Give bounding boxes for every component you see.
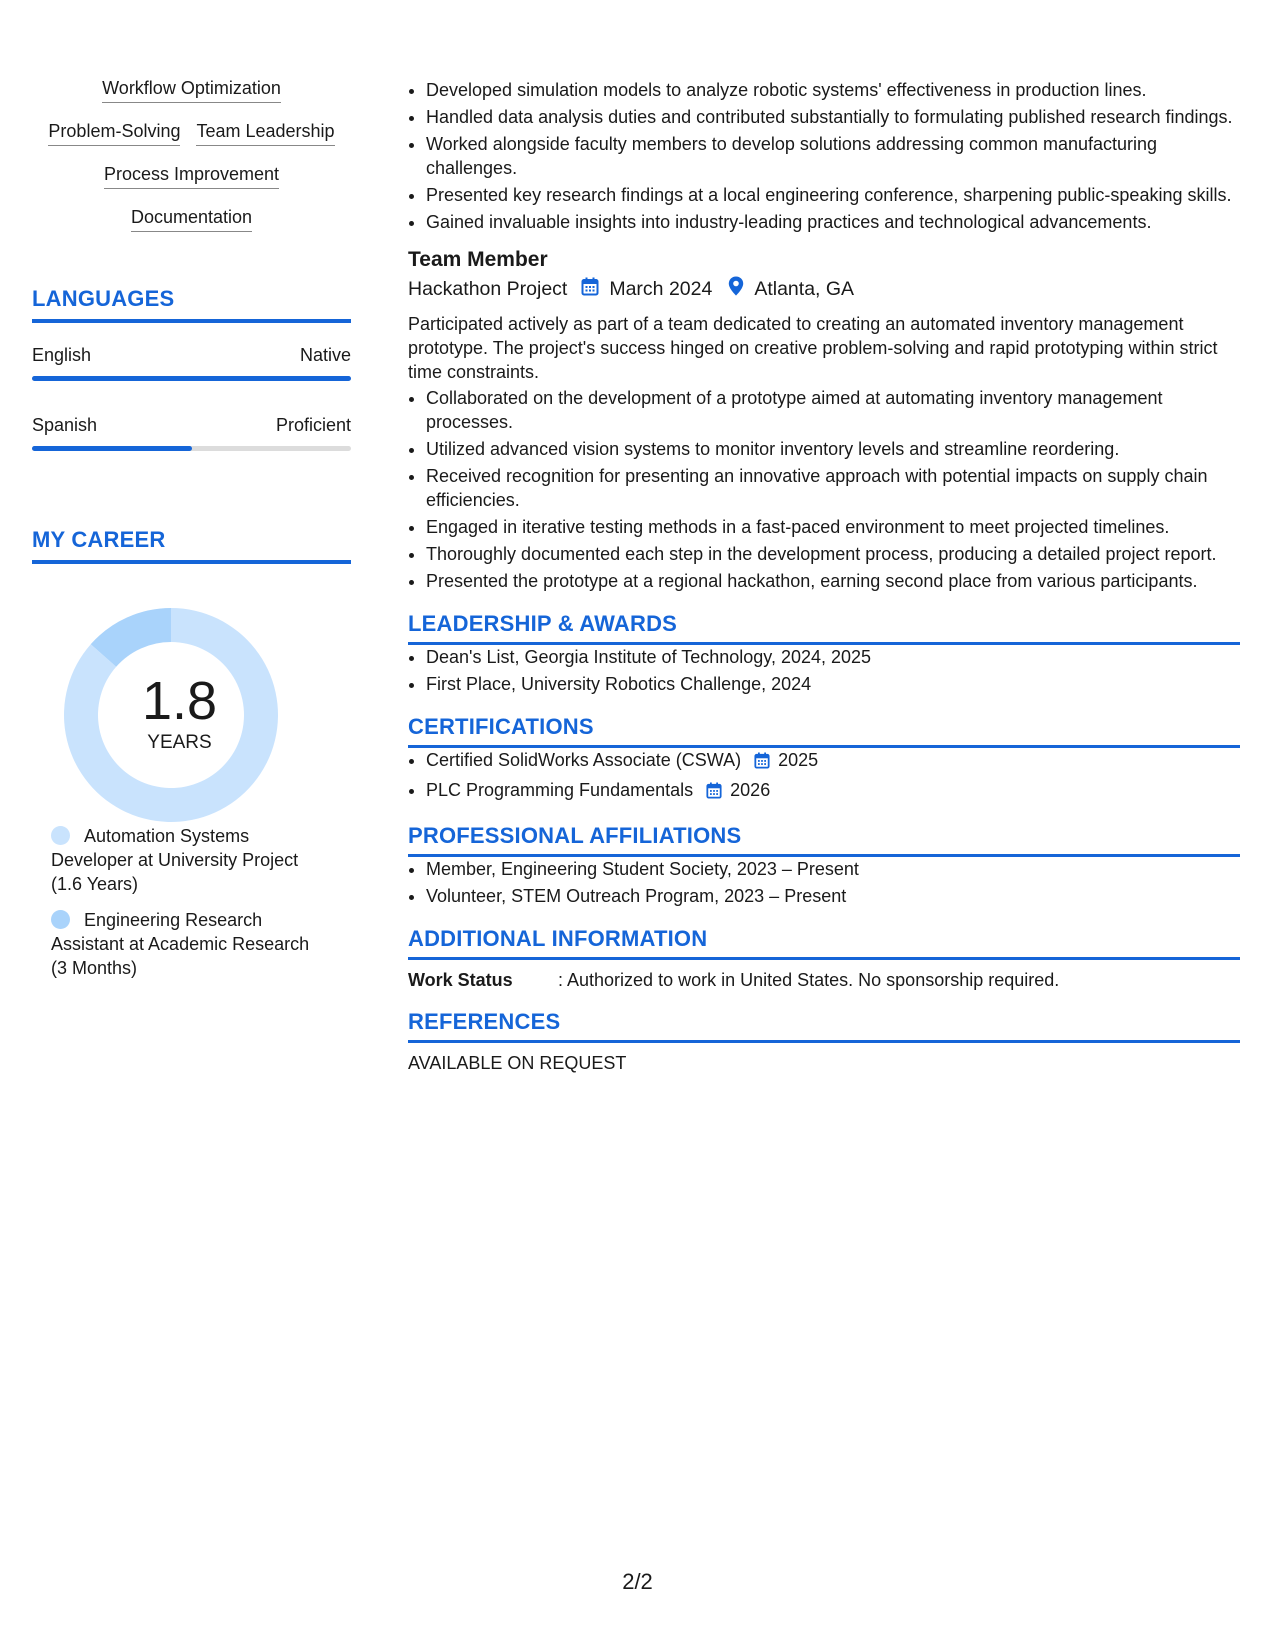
language-bar-fill bbox=[32, 376, 351, 381]
language-name: English bbox=[32, 345, 92, 365]
research-bullets bbox=[408, 78, 1240, 234]
career-legend-item bbox=[51, 908, 341, 980]
legend-label: Engineering Research bbox=[84, 910, 263, 930]
list-item: • Utilized advanced vision systems to monitor inventory levels and streamline reordering. bbox=[426, 437, 1240, 461]
cert-name: PLC Programming Fundamentals bbox=[426, 780, 694, 800]
job-location: Atlanta, GA bbox=[754, 277, 855, 300]
leadership-heading: LEADERSHIP & AWARDS bbox=[408, 611, 1240, 645]
work-status-label: Work Status bbox=[408, 970, 513, 990]
skill-tag: Workflow Optimization bbox=[102, 78, 281, 103]
affiliations-section bbox=[408, 823, 1240, 908]
job-meta bbox=[408, 276, 1240, 302]
legend-duration: (3 Months) bbox=[51, 958, 138, 978]
job-bullets bbox=[408, 386, 1240, 593]
legend-label: Assistant at Academic Research bbox=[51, 934, 310, 954]
calendar-icon bbox=[581, 277, 599, 302]
language-bar bbox=[32, 376, 351, 381]
legend-duration: (1.6 Years) bbox=[51, 874, 139, 894]
calendar-icon bbox=[706, 781, 722, 805]
cert-year: 2026 bbox=[730, 780, 771, 800]
list-item bbox=[426, 778, 1240, 805]
list-item: • Gained invaluable insights into industry-leading practices and technological advancements. bbox=[426, 210, 1240, 234]
career-legend bbox=[51, 824, 341, 980]
references-text: AVAILABLE ON REQUEST bbox=[408, 1053, 627, 1073]
language-level: Native bbox=[299, 345, 351, 365]
skill-tag: Documentation bbox=[131, 207, 252, 232]
career-heading: MY CAREER bbox=[32, 527, 351, 564]
affiliations-heading: PROFESSIONAL AFFILIATIONS bbox=[408, 823, 1240, 857]
skill-tag: Problem-Solving bbox=[48, 121, 180, 146]
list-item: • Presented key research findings at a local engineering conference, sharpening public-speaking skills. bbox=[426, 183, 1240, 207]
legend-label: Developer at University Project bbox=[51, 850, 299, 870]
legend-label: Automation Systems bbox=[84, 826, 250, 846]
calendar-icon bbox=[754, 751, 770, 775]
work-status-row bbox=[408, 970, 1240, 991]
leadership-list bbox=[408, 645, 1240, 696]
languages-heading: LANGUAGES bbox=[32, 286, 351, 323]
job-title: Team Member bbox=[408, 248, 548, 271]
career-donut bbox=[32, 564, 351, 824]
language-item bbox=[32, 415, 351, 451]
cert-name: Certified SolidWorks Associate (CSWA) bbox=[426, 750, 742, 770]
list-item bbox=[426, 748, 1240, 775]
list-item: • Developed simulation models to analyze robotic systems' effectiveness in production lines. bbox=[426, 78, 1240, 102]
references-heading: REFERENCES bbox=[408, 1009, 1240, 1043]
career-unit: YEARS bbox=[147, 732, 212, 753]
leadership-section bbox=[408, 611, 1240, 696]
job-date: March 2024 bbox=[609, 277, 713, 300]
work-status-value: : Authorized to work in United States. No sponsorship required. bbox=[558, 970, 1060, 990]
affiliations-list bbox=[408, 857, 1240, 908]
certifications-section bbox=[408, 714, 1240, 805]
list-item: • Volunteer, STEM Outreach Program, 2023 – Present bbox=[426, 884, 1240, 908]
page-number: 2/2 bbox=[622, 1569, 653, 1594]
list-item: • Dean's List, Georgia Institute of Technology, 2024, 2025 bbox=[426, 645, 1240, 669]
career-legend-item bbox=[51, 824, 341, 896]
language-bar-fill bbox=[32, 446, 192, 451]
list-item: • Handled data analysis duties and contributed substantially to formulating published research findings. bbox=[426, 105, 1240, 129]
location-pin-icon bbox=[728, 276, 744, 302]
sidebar bbox=[32, 78, 351, 992]
skill-tag: Team Leadership bbox=[196, 121, 334, 146]
language-item bbox=[32, 345, 351, 381]
list-item: • Collaborated on the development of a prototype aimed at automating inventory management processes. bbox=[426, 386, 1240, 434]
list-item: • Received recognition for presenting an innovative approach with potential impacts on supply chain efficiencies. bbox=[426, 464, 1240, 512]
languages-section bbox=[32, 286, 351, 451]
legend-dot bbox=[51, 826, 70, 845]
list-item: • First Place, University Robotics Challenge, 2024 bbox=[426, 672, 1240, 696]
main-content bbox=[408, 78, 1240, 1074]
skill-tag: Process Improvement bbox=[104, 164, 279, 189]
additional-heading: ADDITIONAL INFORMATION bbox=[408, 926, 1240, 960]
language-name: Spanish bbox=[32, 415, 98, 435]
language-level: Proficient bbox=[275, 415, 351, 435]
list-item: • Member, Engineering Student Society, 2023 – Present bbox=[426, 857, 1240, 881]
experience-entry bbox=[408, 248, 1240, 593]
references-section bbox=[408, 1009, 1240, 1074]
list-item: • Worked alongside faculty members to develop solutions addressing common manufacturing challenges. bbox=[426, 132, 1240, 180]
list-item: • Engaged in iterative testing methods in a fast-paced environment to meet projected timelines. bbox=[426, 515, 1240, 539]
skills-list bbox=[32, 78, 351, 250]
career-section bbox=[32, 527, 351, 980]
list-item: • Thoroughly documented each step in the development process, producing a detailed project report. bbox=[426, 542, 1240, 566]
certifications-heading: CERTIFICATIONS bbox=[408, 714, 1240, 748]
cert-year: 2025 bbox=[778, 750, 819, 770]
legend-dot bbox=[51, 910, 70, 929]
job-description: Participated actively as part of a team dedicated to creating an automated inventory management prototype. The project's success hinged on creative problem-solving and rapid prototyping within strict time constraints. bbox=[408, 314, 1218, 382]
list-item: • Presented the prototype at a regional hackathon, earning second place from various participants. bbox=[426, 569, 1240, 593]
career-total: 1.8 bbox=[141, 671, 218, 731]
language-bar bbox=[32, 446, 351, 451]
certifications-list bbox=[408, 748, 1240, 805]
job-company: Hackathon Project bbox=[408, 277, 568, 300]
additional-section bbox=[408, 926, 1240, 991]
